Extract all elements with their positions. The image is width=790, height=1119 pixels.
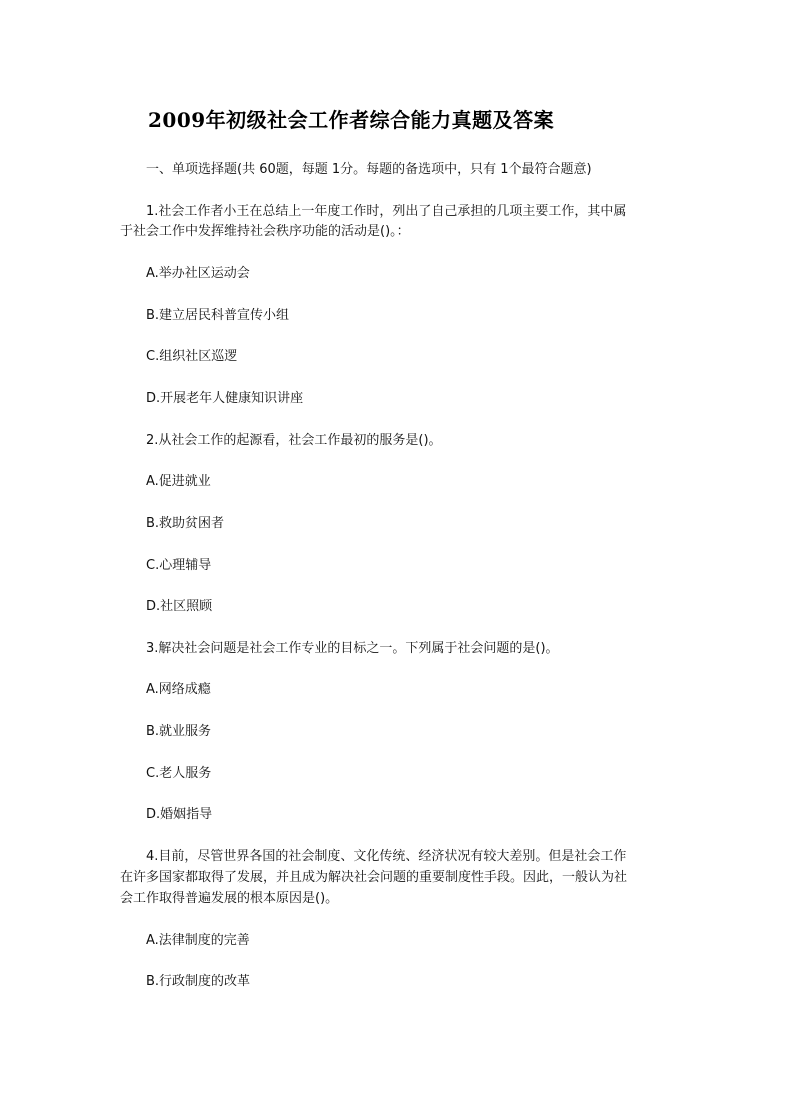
question-2-option-b: B.救助贫困者 [146,516,225,531]
question-1-option-c: C.组织社区巡逻 [146,349,238,364]
question-3-text: 3.解决社会问题是社会工作专业的目标之一。下列属于社会问题的是()。 [146,641,559,656]
question-3-option-b: B.就业服务 [146,724,212,739]
section-heading: 一、单项选择题(共 60题，每题 1分。每题的备选项中，只有 1个最符合题意) [146,162,592,177]
question-4-text-line-3: 会工作取得普遍发展的根本原因是()。 [120,891,339,906]
question-2-text: 2.从社会工作的起源看，社会工作最初的服务是()。 [146,433,442,448]
question-4-text-line-1: 4.目前，尽管世界各国的社会制度、文化传统、经济状况有较大差别。但是社会工作 [146,849,627,864]
question-1-option-a: A.举办社区运动会 [146,266,250,281]
question-3-option-a: A.网络成瘾 [146,682,211,697]
question-2-option-a: A.促进就业 [146,474,211,489]
question-2-option-d: D.社区照顾 [146,599,213,614]
question-4-option-a: A.法律制度的完善 [146,933,250,948]
question-3-option-c: C.老人服务 [146,766,212,781]
document-title: 2009年初级社会工作者综合能力真题及答案 [148,108,555,132]
question-1-text-line-2: 于社会工作中发挥维持社会秩序功能的活动是()。： [120,224,410,239]
question-1-option-d: D.开展老年人健康知识讲座 [146,391,304,406]
question-3-option-d: D.婚姻指导 [146,807,213,822]
question-4-option-b: B.行政制度的改革 [146,974,251,989]
question-4-text-line-2: 在许多国家都取得了发展，并且成为解决社会问题的重要制度性手段。因此，一般认为社 [120,870,628,885]
question-2-option-c: C.心理辅导 [146,558,212,573]
question-1-option-b: B.建立居民科普宣传小组 [146,308,290,323]
question-1-text-line-1: 1.社会工作者小王在总结上一年度工作时，列出了自己承担的几项主要工作，其中属 [146,204,627,219]
